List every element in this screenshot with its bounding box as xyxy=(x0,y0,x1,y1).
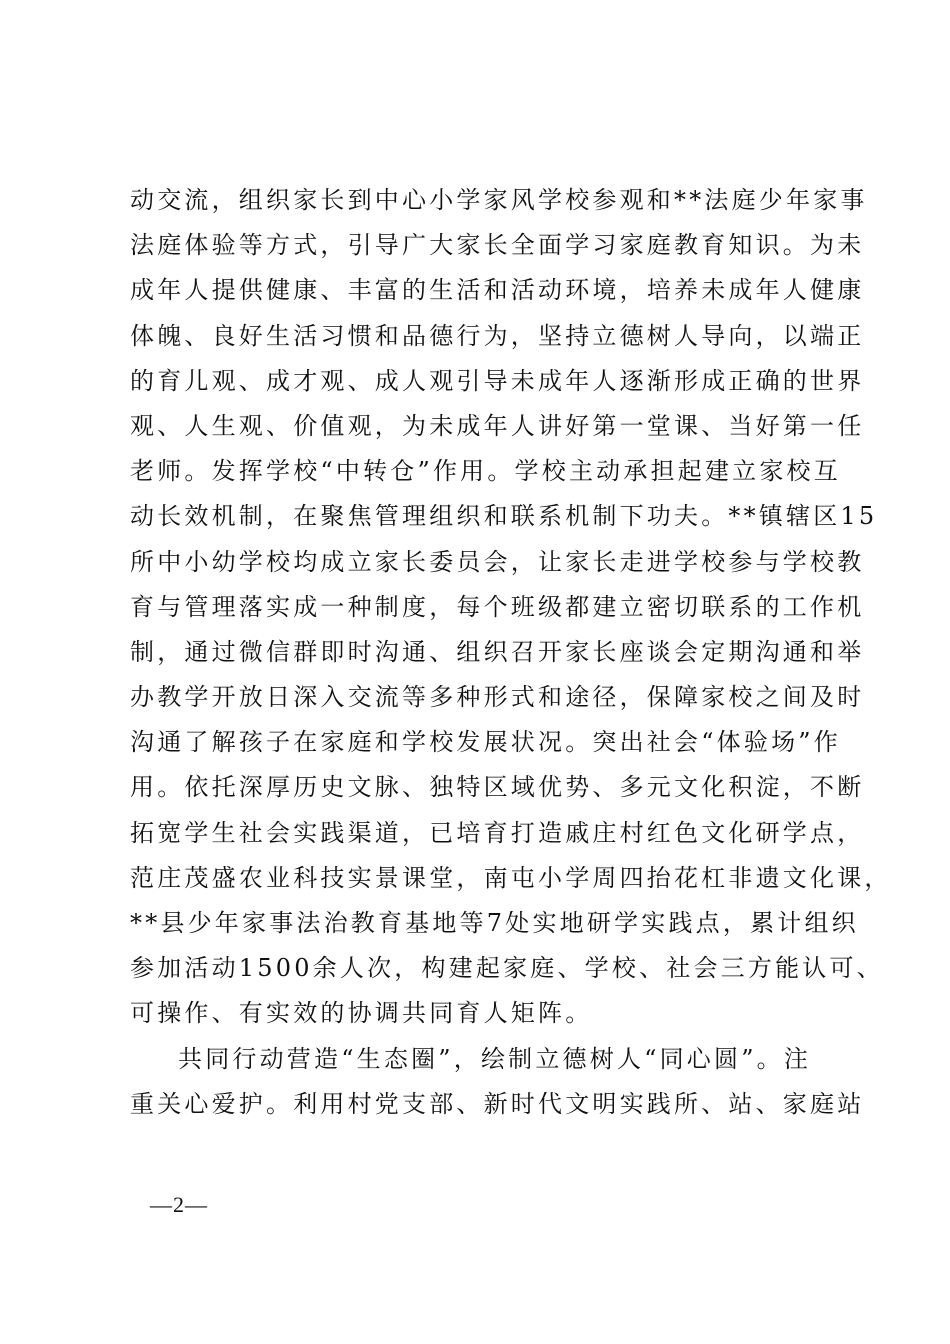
text-line: 共同行动营造“生态圈”，绘制立德树人“同心圆”。注 xyxy=(178,1044,812,1073)
text-line: 拓宽学生社会实践渠道，已培育打造戚庄村红色文化研学点， xyxy=(130,818,865,847)
paragraph xyxy=(130,1037,865,1127)
paragraph xyxy=(130,178,892,1037)
text-line: 的育儿观、成才观、成人观引导未成年人逐渐形成正确的世界 xyxy=(130,366,865,395)
text-line: 制，通过微信群即时沟通、组织召开家长座谈会定期沟通和举 xyxy=(130,637,865,666)
page-number: —2— xyxy=(150,1192,208,1217)
text-line: 可操作、有实效的协调共同育人矩阵。 xyxy=(130,999,593,1028)
text-line: 体魄、良好生活习惯和品德行为，坚持立德树人导向，以端正 xyxy=(130,321,865,350)
text-line: 育与管理落实成一种制度，每个班级都建立密切联系的工作机 xyxy=(130,592,865,621)
text-line: 重关心爱护。利用村党支部、新时代文明实践所、站、家庭站 xyxy=(130,1089,865,1118)
text-line: 办教学开放日深入交流等多种形式和途径，保障家校之间及时 xyxy=(130,683,865,712)
text-line: 动交流，组织家长到中心小学家风学校参观和**法庭少年家事 xyxy=(130,186,868,214)
text-line: **县少年家事法治教育基地等7处实地研学实践点，累计组织 xyxy=(130,909,859,937)
text-line: 范庄茂盛农业科技实景课堂，南屯小学周四抬花杠非遗文化课， xyxy=(130,863,892,892)
text-line: 动长效机制，在聚焦管理组织和联系机制下功夫。**镇辖区15 xyxy=(130,502,878,531)
text-line: 用。依托深厚历史文脉、独特区域优势、多元文化积淀，不断 xyxy=(130,773,865,802)
text-line: 成年人提供健康、丰富的生活和活动环境，培养未成年人健康 xyxy=(130,276,865,305)
text-line: 法庭体验等方式，引导广大家长全面学习家庭教育知识。为未 xyxy=(130,231,865,260)
text-line: 参加活动1500余人次，构建起家庭、学校、社会三方能认可、 xyxy=(130,954,884,983)
text-line: 沟通了解孩子在家庭和学校发展状况。突出社会“体验场”作 xyxy=(130,728,841,757)
text-line: 老师。发挥学校“中转仓”作用。学校主动承担起建立家校互 xyxy=(130,457,841,486)
body-text xyxy=(130,178,892,1127)
text-line: 观、人生观、价值观，为未成年人讲好第一堂课、当好第一任 xyxy=(130,411,865,440)
text-line: 所中小幼学校均成立家长委员会，让家长走进学校参与学校教 xyxy=(130,547,865,576)
